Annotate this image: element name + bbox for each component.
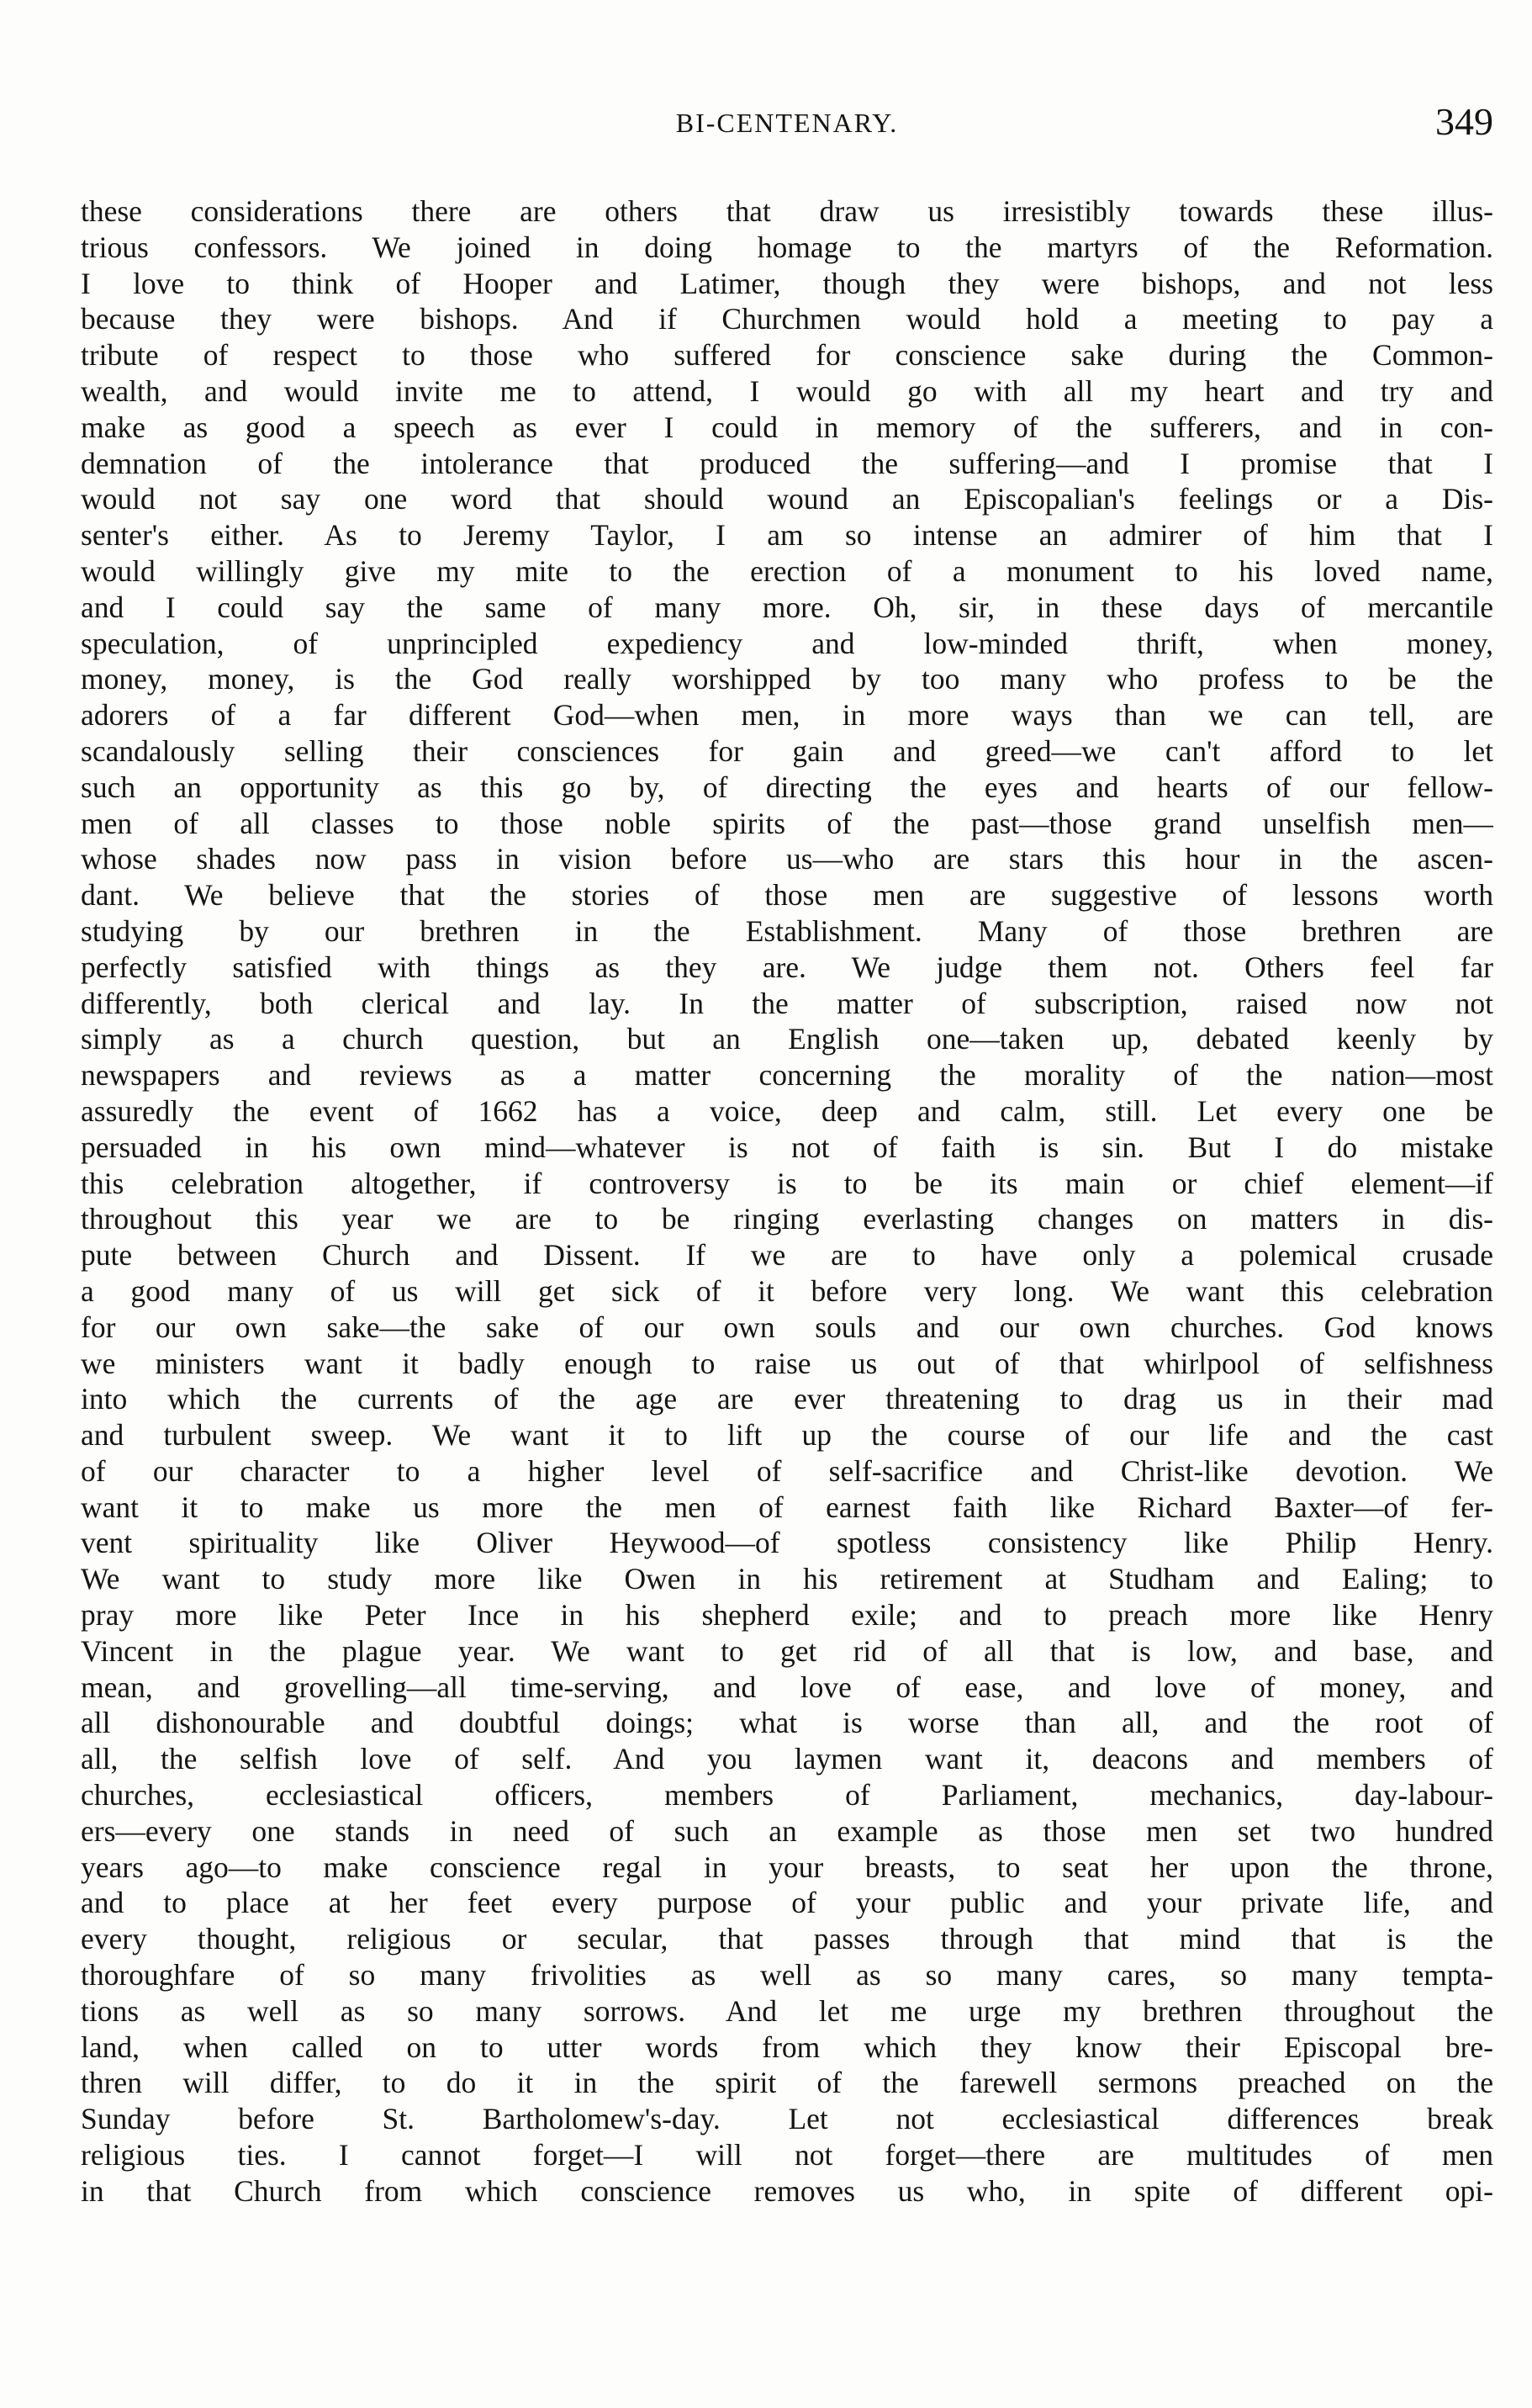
- text-line: this celebration altogether, if controversy is to be its main or chief element—if: [81, 1166, 1493, 1200]
- running-head-title: BI-CENTENARY.: [675, 108, 899, 138]
- text-line: every thought, religious or secular, that passes through that mind that is the: [81, 1922, 1493, 1956]
- text-line: wealth, and would invite me to attend, I would go with all my heart and try and: [81, 373, 1493, 408]
- text-line: demnation of the intolerance that produced the suffering—and I promise that I: [81, 446, 1493, 480]
- text-line: trious confessors. We joined in doing homage to the martyrs of the Reformation.: [81, 230, 1493, 264]
- text-line: newspapers and reviews as a matter concerning the morality of the nation—most: [81, 1058, 1493, 1093]
- text-line: and I could say the same of many more. Oh, sir, in these days of mercantile: [81, 590, 1493, 624]
- text-line: because they were bishops. And if Churchmen would hold a meeting to pay a: [81, 302, 1493, 336]
- text-line: perfectly satisfied with things as they are. We judge them not. Others feel far: [81, 950, 1493, 984]
- text-line: tions as well as so many sorrows. And let me urge my brethren throughout the: [81, 1993, 1493, 2028]
- text-line: all, the selfish love of self. And you laymen want it, deacons and members of: [81, 1742, 1493, 1776]
- text-line: a good many of us will get sick of it before very long. We want this celebration: [81, 1273, 1493, 1308]
- text-line: dant. We believe that the stories of those men are suggestive of lessons worth: [81, 878, 1493, 913]
- text-line: simply as a church question, but an English one—taken up, debated keenly by: [81, 1022, 1493, 1056]
- text-line: in that Church from which conscience removes us who, in spite of different opi-: [81, 2173, 1493, 2208]
- text-line: pray more like Peter Ince in his shepherd exile; and to preach more like Henry: [81, 1598, 1493, 1633]
- text-line: would willingly give my mite to the erection of a monument to his loved name,: [81, 553, 1493, 588]
- page-number: 349: [1435, 100, 1493, 143]
- running-head: [81, 99, 1493, 150]
- text-line: land, when called on to utter words from which they know their Episcopal bre-: [81, 2030, 1493, 2064]
- text-line: Sunday before St. Bartholomew's-day. Let not ecclesiastical differences break: [81, 2102, 1493, 2136]
- text-line: make as good a speech as ever I could in memory of the sufferers, and in con-: [81, 410, 1493, 444]
- text-line: assuredly the event of 1662 has a voice, deep and calm, still. Let every one be: [81, 1093, 1493, 1128]
- text-line: vent spirituality like Oliver Heywood—of spotless consistency like Philip Henry.: [81, 1526, 1493, 1560]
- text-line: thoroughfare of so many frivolities as well as so many cares, so many tempta-: [81, 1958, 1493, 1993]
- text-line: throughout this year we are to be ringing everlasting changes on matters in dis-: [81, 1202, 1493, 1236]
- text-line: ers—every one stands in need of such an example as those men set two hundred: [81, 1813, 1493, 1848]
- text-line: men of all classes to those noble spirits of the past—those grand unselfish men—: [81, 806, 1493, 840]
- text-line: religious ties. I cannot forget—I will not forget—there are multitudes of men: [81, 2138, 1493, 2172]
- text-line: of our character to a higher level of self-sacrifice and Christ-like devotion. We: [81, 1453, 1493, 1488]
- text-line: all dishonourable and doubtful doings; what is worse than all, and the root of: [81, 1706, 1493, 1740]
- text-line: studying by our brethren in the Establishment. Many of those brethren are: [81, 913, 1493, 948]
- text-line: want it to make us more the men of earnest faith like Richard Baxter—of fer-: [81, 1490, 1493, 1524]
- text-line: scandalously selling their consciences for gain and greed—we can't afford to let: [81, 733, 1493, 768]
- text-line: years ago—to make conscience regal in your breasts, to seat her upon the throne,: [81, 1850, 1493, 1884]
- text-line: differently, both clerical and lay. In the matter of subscription, raised now not: [81, 986, 1493, 1020]
- text-line: such an opportunity as this go by, of directing the eyes and hearts of our fellow-: [81, 770, 1493, 804]
- text-line: and turbulent sweep. We want it to lift up the course of our life and the cast: [81, 1418, 1493, 1453]
- body-text: [81, 193, 1493, 2210]
- text-line: mean, and grovelling—all time-serving, and love of ease, and love of money, and: [81, 1670, 1493, 1704]
- text-line: I love to think of Hooper and Latimer, though they were bishops, and not less: [81, 266, 1493, 300]
- text-line: Vincent in the plague year. We want to get rid of all that is low, and base, and: [81, 1633, 1493, 1668]
- text-line: senter's either. As to Jeremy Taylor, I am so intense an admirer of him that I: [81, 518, 1493, 553]
- text-line: for our own sake—the sake of our own souls and our own churches. God knows: [81, 1310, 1493, 1344]
- text-line: we ministers want it badly enough to raise us out of that whirlpool of selfishness: [81, 1346, 1493, 1380]
- text-line: churches, ecclesiastical officers, members of Parliament, mechanics, day-labour-: [81, 1778, 1493, 1813]
- text-line: into which the currents of the age are ever threatening to drag us in their mad: [81, 1382, 1493, 1416]
- text-line: these considerations there are others that draw us irresistibly towards these illus-: [81, 194, 1493, 228]
- text-line: speculation, of unprincipled expediency and low-minded thrift, when money,: [81, 626, 1493, 660]
- text-line: adorers of a far different God—when men, in more ways than we can tell, are: [81, 698, 1493, 733]
- text-line: thren will differ, to do it in the spirit of the farewell sermons preached on the: [81, 2066, 1493, 2100]
- text-line: tribute of respect to those who suffered for conscience sake during the Common-: [81, 338, 1493, 373]
- text-line: pute between Church and Dissent. If we are to have only a polemical crusade: [81, 1238, 1493, 1273]
- text-line: money, money, is the God really worshipped by too many who profess to be the: [81, 662, 1493, 696]
- text-line: and to place at her feet every purpose of your public and your private life, and: [81, 1886, 1493, 1920]
- text-line: would not say one word that should wound an Episcopalian's feelings or a Dis-: [81, 482, 1493, 516]
- text-line: whose shades now pass in vision before us—who are stars this hour in the ascen-: [81, 842, 1493, 876]
- text-line: persuaded in his own mind—whatever is not of faith is sin. But I do mistake: [81, 1130, 1493, 1164]
- text-line: We want to study more like Owen in his retirement at Studham and Ealing; to: [81, 1562, 1493, 1596]
